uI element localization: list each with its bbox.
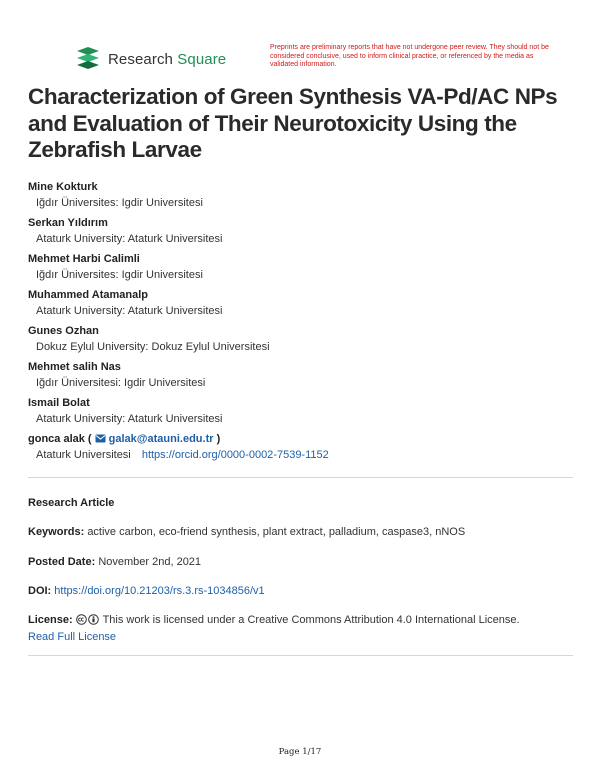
paren-close: ) bbox=[216, 433, 221, 445]
author-item bbox=[28, 180, 573, 216]
author-item bbox=[28, 324, 573, 360]
author-name: Gunes Ozhan bbox=[28, 325, 99, 337]
creative-commons-icon bbox=[76, 614, 87, 625]
keywords-label: Keywords: bbox=[28, 526, 85, 538]
license-row bbox=[28, 612, 573, 646]
author-item bbox=[28, 252, 573, 288]
corresponding-affiliation: Ataturk Universitesi bbox=[36, 449, 131, 461]
author-item bbox=[28, 288, 573, 324]
logo-brand-part1: Research bbox=[108, 50, 173, 68]
keywords-value: active carbon, eco-friend synthesis, plant extract, palladium, caspase3, nNOS bbox=[87, 526, 466, 538]
author-affiliation: Ataturk University: Ataturk Universitesi bbox=[36, 413, 223, 425]
corresponding-author-name bbox=[28, 432, 573, 447]
orcid-link[interactable]: https://orcid.org/0000-0002-7539-1152 bbox=[141, 449, 329, 461]
author-list bbox=[28, 180, 573, 468]
keywords-row bbox=[28, 524, 573, 541]
author-affiliation: Ataturk University: Ataturk Universitesi bbox=[36, 233, 223, 245]
author-affiliation: Iğdır Üniversites: Igdir Universitesi bbox=[36, 197, 203, 209]
paper-title: Characterization of Green Synthesis VA-Pd/AC NPs and Evaluation of Their Neurotoxicity Using the Zebrafish Larvae bbox=[28, 84, 558, 162]
author-name: gonca alak bbox=[28, 433, 85, 445]
divider-top bbox=[28, 477, 573, 478]
email-link[interactable]: galak@atauni.edu.tr bbox=[108, 433, 214, 445]
license-label: License: bbox=[28, 614, 73, 626]
divider-bottom bbox=[28, 655, 573, 656]
author-name: Serkan Yıldırım bbox=[28, 217, 108, 229]
author-name: Muhammed Atamanalp bbox=[28, 289, 149, 301]
author-affiliation: Iğdır Üniversitesi: Igdir Universitesi bbox=[36, 377, 206, 389]
author-item bbox=[28, 396, 573, 432]
author-item bbox=[28, 216, 573, 252]
logo-brand-part2: Square bbox=[177, 50, 227, 68]
logo-text bbox=[108, 51, 226, 68]
author-name: Mine Kokturk bbox=[28, 181, 98, 193]
author-name: Mehmet salih Nas bbox=[28, 361, 121, 373]
author-affiliation: Dokuz Eylul University: Dokuz Eylul Universitesi bbox=[36, 341, 270, 353]
article-type bbox=[28, 495, 573, 512]
author-affiliation: Ataturk University: Ataturk Universitesi bbox=[36, 305, 223, 317]
author-name: Mehmet Harbi Calimli bbox=[28, 253, 140, 265]
page-number: Page 1/17 bbox=[278, 747, 322, 757]
read-full-license-link[interactable]: Read Full License bbox=[28, 631, 117, 643]
paren-open: ( bbox=[87, 433, 92, 445]
corresponding-author bbox=[28, 432, 573, 468]
posted-date-label: Posted Date: bbox=[28, 556, 96, 568]
author-item bbox=[28, 360, 573, 396]
posted-date-row bbox=[28, 554, 573, 571]
research-square-logo[interactable] bbox=[74, 46, 226, 72]
author-name: Ismail Bolat bbox=[28, 397, 90, 409]
author-affiliation bbox=[28, 447, 573, 464]
doi-row bbox=[28, 583, 573, 600]
license-text: This work is licensed under a Creative Commons Attribution 4.0 International License. bbox=[102, 614, 520, 626]
attribution-icon bbox=[88, 614, 99, 625]
article-type-label: Research Article bbox=[28, 497, 115, 509]
posted-date-value: November 2nd, 2021 bbox=[98, 556, 202, 568]
author-affiliation: Iğdır Üniversites: Igdir Universitesi bbox=[36, 269, 203, 281]
research-square-logo-icon bbox=[74, 46, 102, 72]
envelope-icon bbox=[95, 434, 106, 443]
doi-label: DOI: bbox=[28, 585, 52, 597]
doi-link[interactable]: https://doi.org/10.21203/rs.3.rs-1034856/v1 bbox=[54, 585, 265, 597]
preprint-disclaimer: Preprints are preliminary reports that have not undergone peer review. They should not be considered conclusive, used to inform clinical practice, or referenced by the media as validated information. bbox=[270, 44, 549, 68]
